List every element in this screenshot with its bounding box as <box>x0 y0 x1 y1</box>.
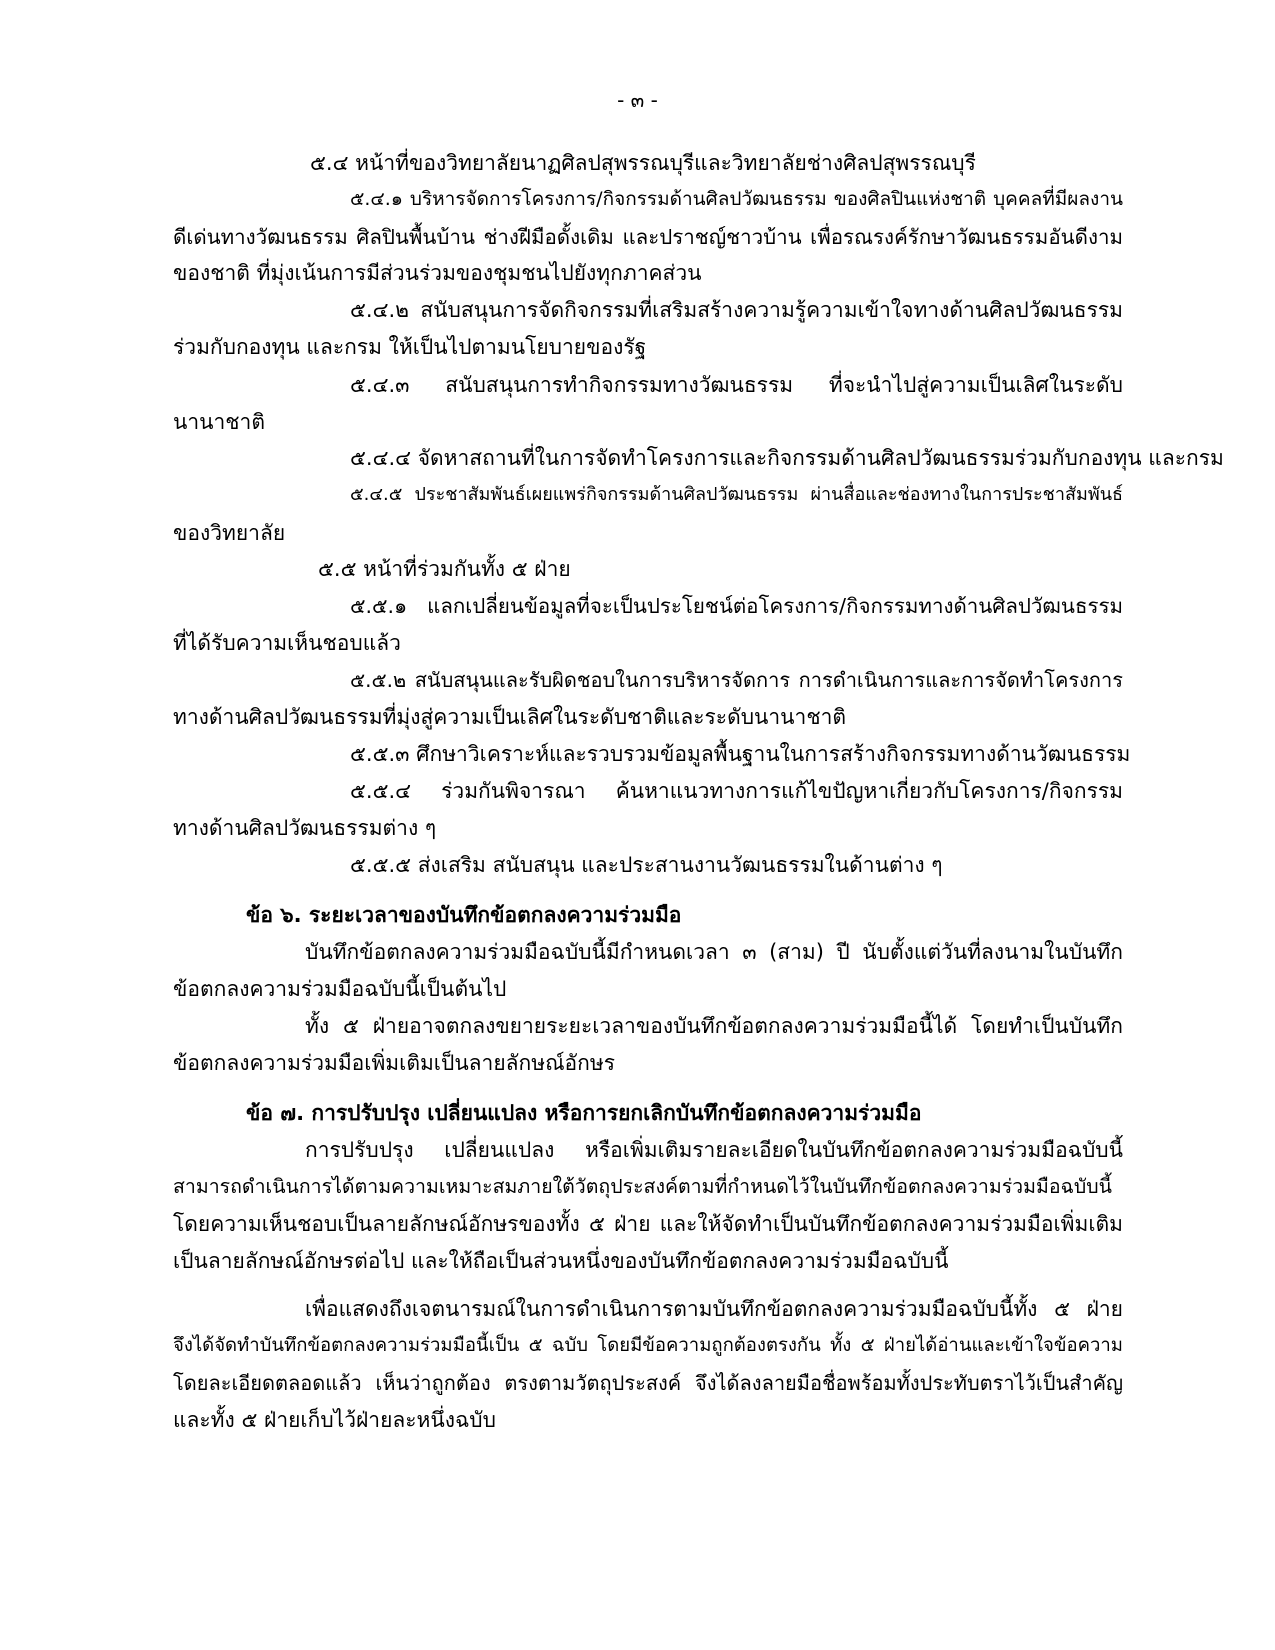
clause-5-4-1-cont: ดีเด่นทางวัฒนธรรม ศิลปินพื้นบ้าน ช่างฝีมือดั้งเดิม และปราชญ์ชาวบ้าน เพื่อรณรงค์รักษาวัฒนธรรมอันดีงาม <box>173 225 1123 249</box>
article-7-paragraph-1-cont: เป็นลายลักษณ์อักษรต่อไป และให้ถือเป็นส่วนหนึ่งของบันทึกข้อตกลงความร่วมมือฉบับนี้ <box>173 1249 949 1273</box>
clause-5-4-4: ๕.๔.๔ จัดหาสถานที่ในการจัดทำโครงการและกิจกรรมด้านศิลปวัฒนธรรมร่วมกับกองทุน และกรม <box>350 446 1224 470</box>
closing-paragraph: เพื่อแสดงถึงเจตนารมณ์ในการดำเนินการตามบันทึกข้อตกลงความร่วมมือฉบับนี้ทั้ง ๕ ฝ่าย <box>305 1297 1123 1321</box>
clause-5-5-4-cont: ทางด้านศิลปวัฒนธรรมต่าง ๆ <box>173 816 437 840</box>
clause-5-4-3: ๕.๔.๓ สนับสนุนการทำกิจกรรมทางวัฒนธรรม ที่จะนำไปสู่ความเป็นเลิศในระดับ <box>350 373 1123 397</box>
clause-5-4-2-cont: ร่วมกับกองทุน และกรม ให้เป็นไปตามนโยบายของรัฐ <box>173 335 647 359</box>
clause-5-5-5: ๕.๕.๕ ส่งเสริม สนับสนุน และประสานงานวัฒนธรรมในด้านต่าง ๆ <box>350 853 943 877</box>
clause-5-4-5: ๕.๔.๕ ประชาสัมพันธ์เผยแพร่กิจกรรมด้านศิลปวัฒนธรรม ผ่านสื่อและช่องทางในการประชาสัมพันธ์ <box>350 484 1123 505</box>
closing-paragraph-cont: และทั้ง ๕ ฝ่ายเก็บไว้ฝ่ายละหนึ่งฉบับ <box>173 1408 496 1432</box>
article-6-heading: ข้อ ๖. ระยะเวลาของบันทึกข้อตกลงความร่วมมือ <box>246 903 682 927</box>
page-number: - ๓ - <box>617 88 658 112</box>
article-7-paragraph-1: การปรับปรุง เปลี่ยนแปลง หรือเพิ่มเติมรายละเอียดในบันทึกข้อตกลงความร่วมมือฉบับนี้ <box>305 1138 1123 1162</box>
closing-paragraph-cont: โดยละเอียดตลอดแล้ว เห็นว่าถูกต้อง ตรงตามวัตถุประสงค์ จึงได้ลงลายมือชื่อพร้อมทั้งประทับตราไว้เป็นสำคัญ <box>173 1371 1123 1395</box>
subsection-heading-5-4: ๕.๔ หน้าที่ของวิทยาลัยนาฏศิลปสุพรรณบุรีและวิทยาลัยช่างศิลปสุพรรณบุรี <box>310 151 976 175</box>
article-6-paragraph-1-cont: ข้อตกลงความร่วมมือฉบับนี้เป็นต้นไป <box>173 977 507 1001</box>
clause-5-5-4: ๕.๕.๔ ร่วมกันพิจารณา ค้นหาแนวทางการแก้ไขปัญหาเกี่ยวกับโครงการ/กิจกรรม <box>350 779 1123 803</box>
article-7-heading: ข้อ ๗. การปรับปรุง เปลี่ยนแปลง หรือการยกเลิกบันทึกข้อตกลงความร่วมมือ <box>246 1101 922 1125</box>
subsection-heading-5-5: ๕.๕ หน้าที่ร่วมกันทั้ง ๕ ฝ่าย <box>318 557 571 581</box>
clause-5-4-3-cont: นานาชาติ <box>173 410 265 434</box>
clause-5-4-2: ๕.๔.๒ สนับสนุนการจัดกิจกรรมที่เสริมสร้างความรู้ความเข้าใจทางด้านศิลปวัฒนธรรม <box>350 298 1123 322</box>
clause-5-5-1: ๕.๕.๑ แลกเปลี่ยนข้อมูลที่จะเป็นประโยชน์ต่อโครงการ/กิจกรรมทางด้านศิลปวัฒนธรรม <box>350 594 1123 618</box>
clause-5-5-2: ๕.๕.๒ สนับสนุนและรับผิดชอบในการบริหารจัดการ การดำเนินการและการจัดทำโครงการ <box>350 668 1123 692</box>
clause-5-5-3: ๕.๕.๓ ศึกษาวิเคราะห์และรวบรวมข้อมูลพื้นฐานในการสร้างกิจกรรมทางด้านวัฒนธรรม <box>350 742 1131 766</box>
clause-5-5-2-cont: ทางด้านศิลปวัฒนธรรมที่มุ่งสู่ความเป็นเลิศในระดับชาติและระดับนานาชาติ <box>173 705 847 729</box>
clause-5-4-1-cont: ของชาติ ที่มุ่งเน้นการมีส่วนร่วมของชุมชนไปยังทุกภาคส่วน <box>173 261 702 285</box>
article-6-paragraph-1: บันทึกข้อตกลงความร่วมมือฉบับนี้มีกำหนดเวลา ๓ (สาม) ปี นับตั้งแต่วันที่ลงนามในบันทึก <box>305 940 1123 964</box>
clause-5-4-1: ๕.๔.๑ บริหารจัดการโครงการ/กิจกรรมด้านศิลปวัฒนธรรม ของศิลปินแห่งชาติ บุคคลที่มีผลงาน <box>350 188 1123 210</box>
clause-5-5-1-cont: ที่ได้รับความเห็นชอบแล้ว <box>173 631 401 655</box>
clause-5-4-5-cont: ของวิทยาลัย <box>173 521 286 545</box>
article-7-paragraph-1-cont: โดยความเห็นชอบเป็นลายลักษณ์อักษรของทั้ง ๕ ฝ่าย และให้จัดทำเป็นบันทึกข้อตกลงความร่วมมือเพิ่มเติม <box>173 1212 1123 1236</box>
article-6-paragraph-2: ทั้ง ๕ ฝ่ายอาจตกลงขยายระยะเวลาของบันทึกข้อตกลงความร่วมมือนี้ได้ โดยทำเป็นบันทึก <box>305 1014 1123 1038</box>
article-7-paragraph-1-cont: สามารถดำเนินการได้ตามความเหมาะสมภายใต้วัตถุประสงค์ตามที่กำหนดไว้ในบันทึกข้อตกลงความร่วมมือฉบับนี้ <box>173 1175 1112 1198</box>
article-6-paragraph-2-cont: ข้อตกลงความร่วมมือเพิ่มเติมเป็นลายลักษณ์อักษร <box>173 1051 615 1075</box>
closing-paragraph-cont: จึงได้จัดทำบันทึกข้อตกลงความร่วมมือนี้เป็น ๕ ฉบับ โดยมีข้อความถูกต้องตรงกัน ทั้ง ๕ ฝ่ายได้อ่านและเข้าใจข้อความ <box>173 1335 1123 1356</box>
